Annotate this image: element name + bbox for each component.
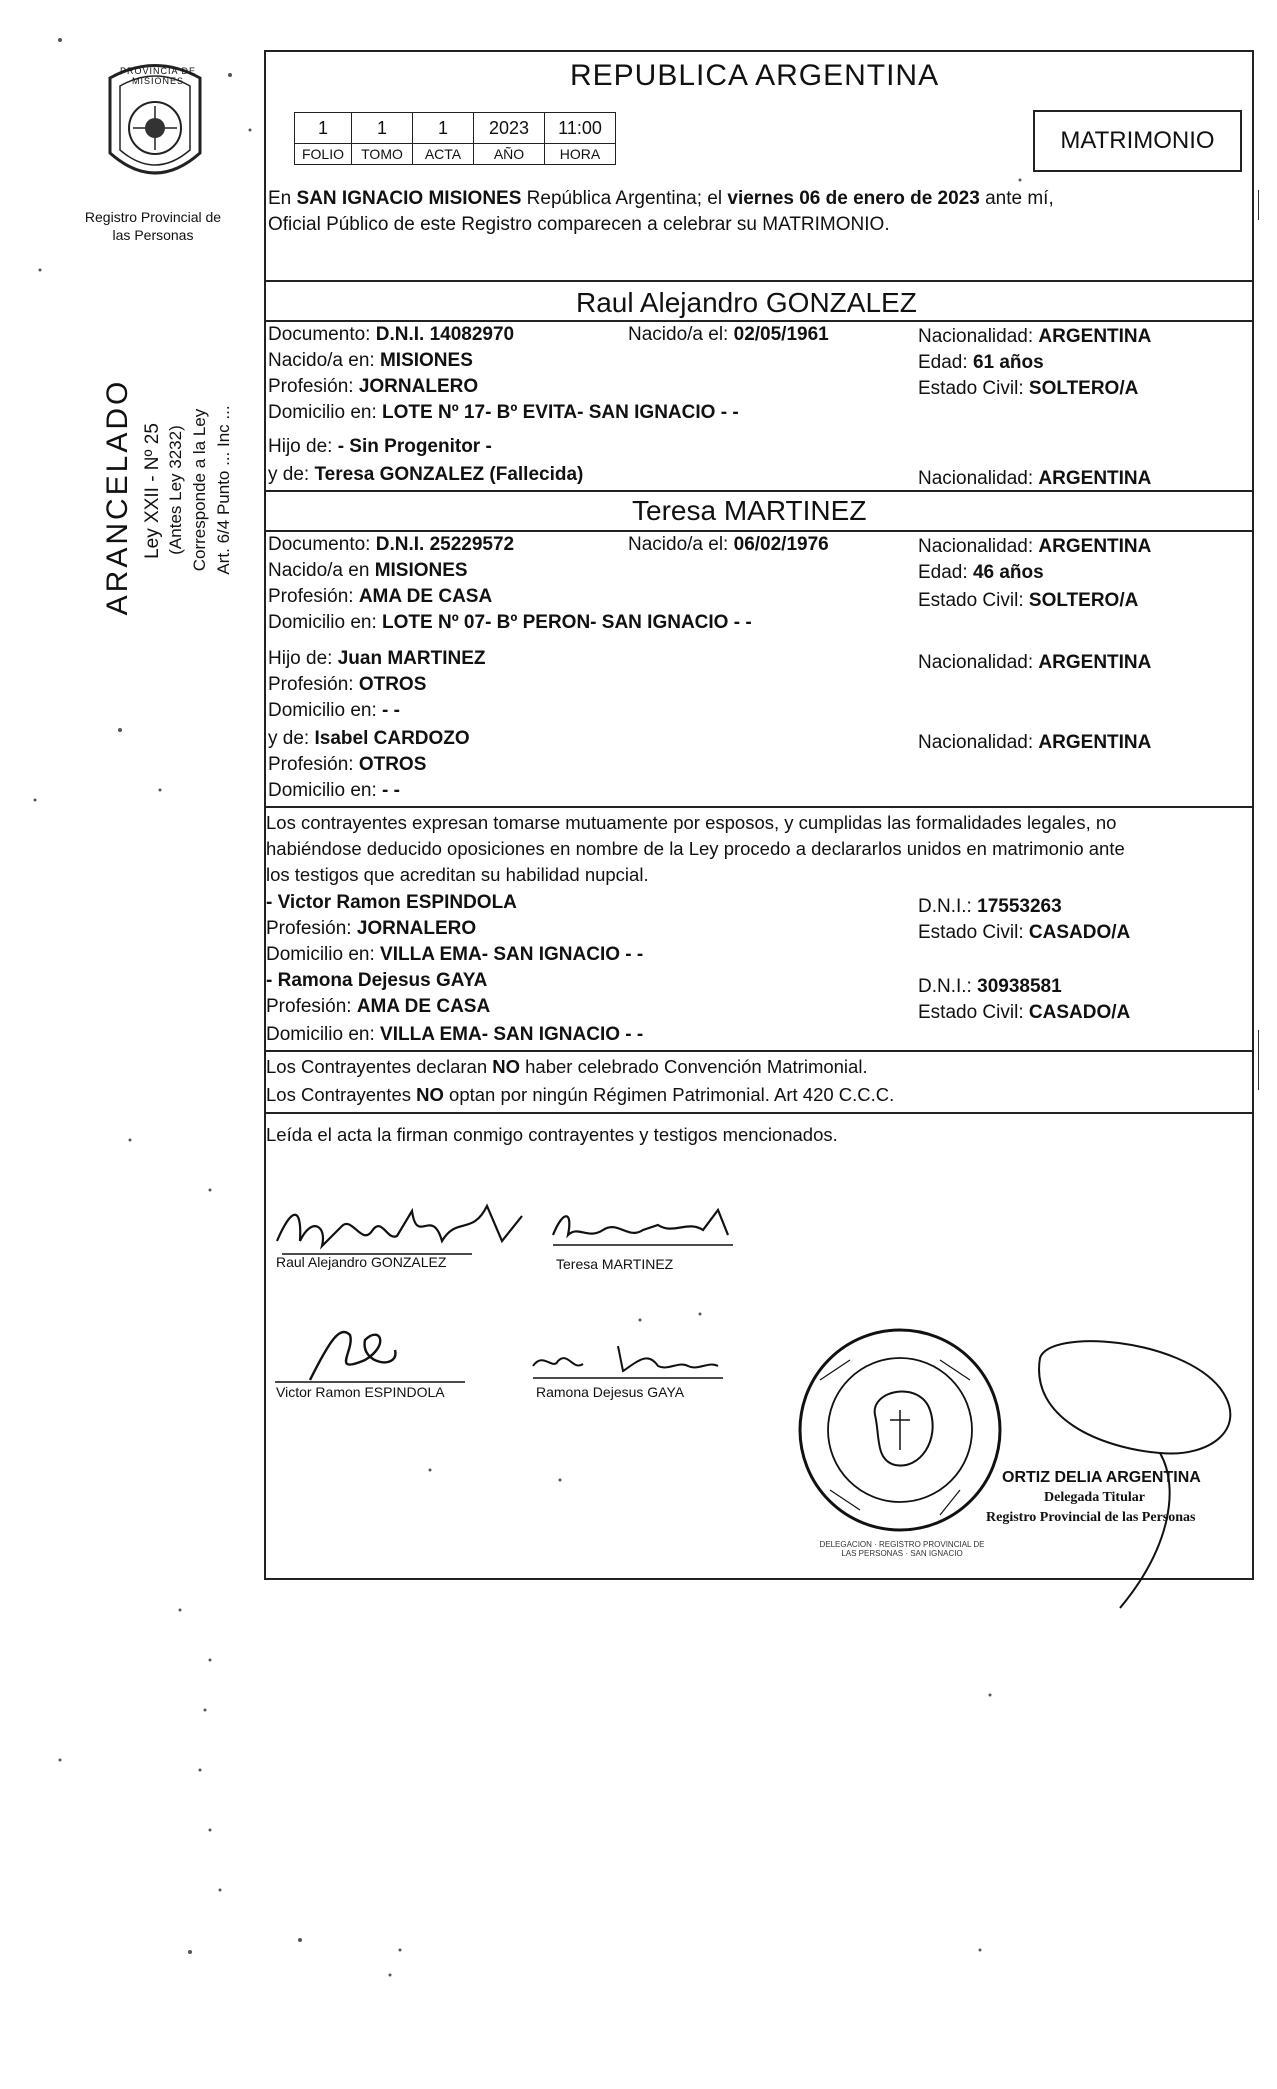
witness2-address: Domicilio en: VILLA EMA- SAN IGNACIO - - <box>266 1024 644 1045</box>
acta-value: 1 <box>413 113 474 144</box>
spouse1-father: Hijo de: - Sin Progenitor - <box>268 436 492 457</box>
spouse1-doc: Documento: D.N.I. 14082970 <box>268 324 515 345</box>
ceremony-place: SAN IGNACIO MISIONES <box>296 188 522 209</box>
spouse2-mother-addr: Domicilio en: - - <box>268 780 400 801</box>
spouse2-birthplace: Nacido/a en MISIONES <box>268 560 468 581</box>
side-stamp-line5: Art. 6/4 Punto ... Inc ... <box>214 405 233 575</box>
official-office: Registro Provincial de las Personas <box>986 1510 1196 1525</box>
hora-value: 11:00 <box>545 113 616 144</box>
witness2-name: - Ramona Dejesus GAYA <box>266 970 488 991</box>
side-stamp-line1: ARANCELADO <box>101 378 134 616</box>
side-stamp-line3: (Antes Ley 3232) <box>166 425 185 555</box>
witness2-civil: Estado Civil: CASADO/A <box>918 1002 1131 1023</box>
spouse1-born: Nacido/a el: 02/05/1961 <box>628 324 829 345</box>
spouse1-mother-nat: Nacionalidad: ARGENTINA <box>918 468 1152 489</box>
spouse2-name: Teresa MARTINEZ <box>632 495 867 526</box>
doc-type-box: MATRIMONIO <box>1033 110 1242 172</box>
acta-label: ACTA <box>413 144 474 165</box>
spouse2-mother-nat: Nacionalidad: ARGENTINA <box>918 732 1152 753</box>
spouse2-nat: Nacionalidad: ARGENTINA <box>918 536 1152 557</box>
spouse2-father-nat: Nacionalidad: ARGENTINA <box>918 652 1152 673</box>
witness2-profession: Profesión: AMA DE CASA <box>266 996 491 1017</box>
regime-line1: Los Contrayentes declaran NO haber celebrado Convención Matrimonial. <box>266 1056 868 1077</box>
signature-label-2: Teresa MARTINEZ <box>556 1256 674 1272</box>
spouse2-mother-prof: Profesión: OTROS <box>268 754 427 775</box>
closing-text: Leída el acta la firman conmigo contrayentes y testigos mencionados. <box>266 1124 838 1145</box>
side-stamp-line4: Corresponde a la Ley <box>190 408 209 572</box>
signature-label-4: Ramona Dejesus GAYA <box>536 1384 685 1400</box>
spouse1-age: Edad: 61 años <box>918 352 1044 373</box>
anio-value: 2023 <box>474 113 545 144</box>
intro-line1: En SAN IGNACIO MISIONES República Argentina; el viernes 06 de enero de 2023 ante mí, <box>268 188 1054 209</box>
ceremony-date: viernes 06 de enero de 2023 <box>727 188 980 209</box>
spouse2-father: Hijo de: Juan MARTINEZ <box>268 648 486 669</box>
witness1-address: Domicilio en: VILLA EMA- SAN IGNACIO - - <box>266 944 644 965</box>
spouse1-civil: Estado Civil: SOLTERO/A <box>918 378 1139 399</box>
witness1-profession: Profesión: JORNALERO <box>266 918 477 939</box>
witness1-name: - Victor Ramon ESPINDOLA <box>266 892 517 913</box>
spouse1-profession: Profesión: JORNALERO <box>268 376 479 397</box>
spouse2-civil: Estado Civil: SOLTERO/A <box>918 590 1139 611</box>
witness2-dni: D.N.I.: 30938581 <box>918 976 1062 997</box>
spouse1-nat: Nacionalidad: ARGENTINA <box>918 326 1152 347</box>
folio-label: FOLIO <box>295 144 352 165</box>
spouse2-doc: Documento: D.N.I. 25229572 <box>268 534 515 555</box>
declaration-line1: Los contrayentes expresan tomarse mutuamente por esposos, y cumplidas las formalidades legales, no <box>266 812 1117 833</box>
spouse2-profession: Profesión: AMA DE CASA <box>268 586 493 607</box>
spouse2-father-prof: Profesión: OTROS <box>268 674 427 695</box>
round-stamp-text: DELEGACION · REGISTRO PROVINCIAL DE LAS PERSONAS · SAN IGNACIO <box>819 1540 985 1558</box>
country-title: REPUBLICA ARGENTINA <box>570 59 940 92</box>
side-stamp-line2: Ley XXII - Nº 25 <box>142 423 163 559</box>
witness1-civil: Estado Civil: CASADO/A <box>918 922 1131 943</box>
spouse2-mother: y de: Isabel CARDOZO <box>268 728 470 749</box>
seal-text: PROVINCIA DE MISIONES <box>119 66 196 86</box>
folio-value: 1 <box>295 113 352 144</box>
signature-label-3: Victor Ramon ESPINDOLA <box>276 1384 445 1400</box>
declaration-line3: los testigos que acreditan su habilidad nupcial. <box>266 864 649 885</box>
intro-line2: Oficial Público de este Registro comparecen a celebrar su MATRIMONIO. <box>268 214 890 235</box>
spouse2-born: Nacido/a el: 06/02/1976 <box>628 534 829 555</box>
anio-label: AÑO <box>474 144 545 165</box>
spouse2-father-addr: Domicilio en: - - <box>268 700 400 721</box>
spouse2-address: Domicilio en: LOTE Nº 07- Bº PERON- SAN IGNACIO - - <box>268 612 752 633</box>
spouse1-name: Raul Alejandro GONZALEZ <box>576 287 917 318</box>
official-name: ORTIZ DELIA ARGENTINA <box>1002 1469 1201 1486</box>
hora-label: HORA <box>545 144 616 165</box>
tomo-value: 1 <box>352 113 413 144</box>
spouse1-mother: y de: Teresa GONZALEZ (Fallecida) <box>268 464 584 485</box>
tomo-label: TOMO <box>352 144 413 165</box>
spouse1-address: Domicilio en: LOTE Nº 17- Bº EVITA- SAN IGNACIO - - <box>268 402 739 423</box>
witness1-dni: D.N.I.: 17553263 <box>918 896 1062 917</box>
registry-name: Registro Provincial de las Personas <box>84 209 222 244</box>
signature-label-1: Raul Alejandro GONZALEZ <box>276 1254 447 1270</box>
regime-line2: Los Contrayentes NO optan por ningún Régimen Patrimonial. Art 420 C.C.C. <box>266 1084 895 1105</box>
declaration-line2: habiéndose deducido oposiciones en nombre de la Ley procedo a declararlos unidos en matrimonio ante <box>266 838 1125 859</box>
official-role: Delegada Titular <box>1044 1490 1145 1505</box>
spouse1-birthplace: Nacido/a en: MISIONES <box>268 350 473 371</box>
spouse2-age: Edad: 46 años <box>918 562 1044 583</box>
